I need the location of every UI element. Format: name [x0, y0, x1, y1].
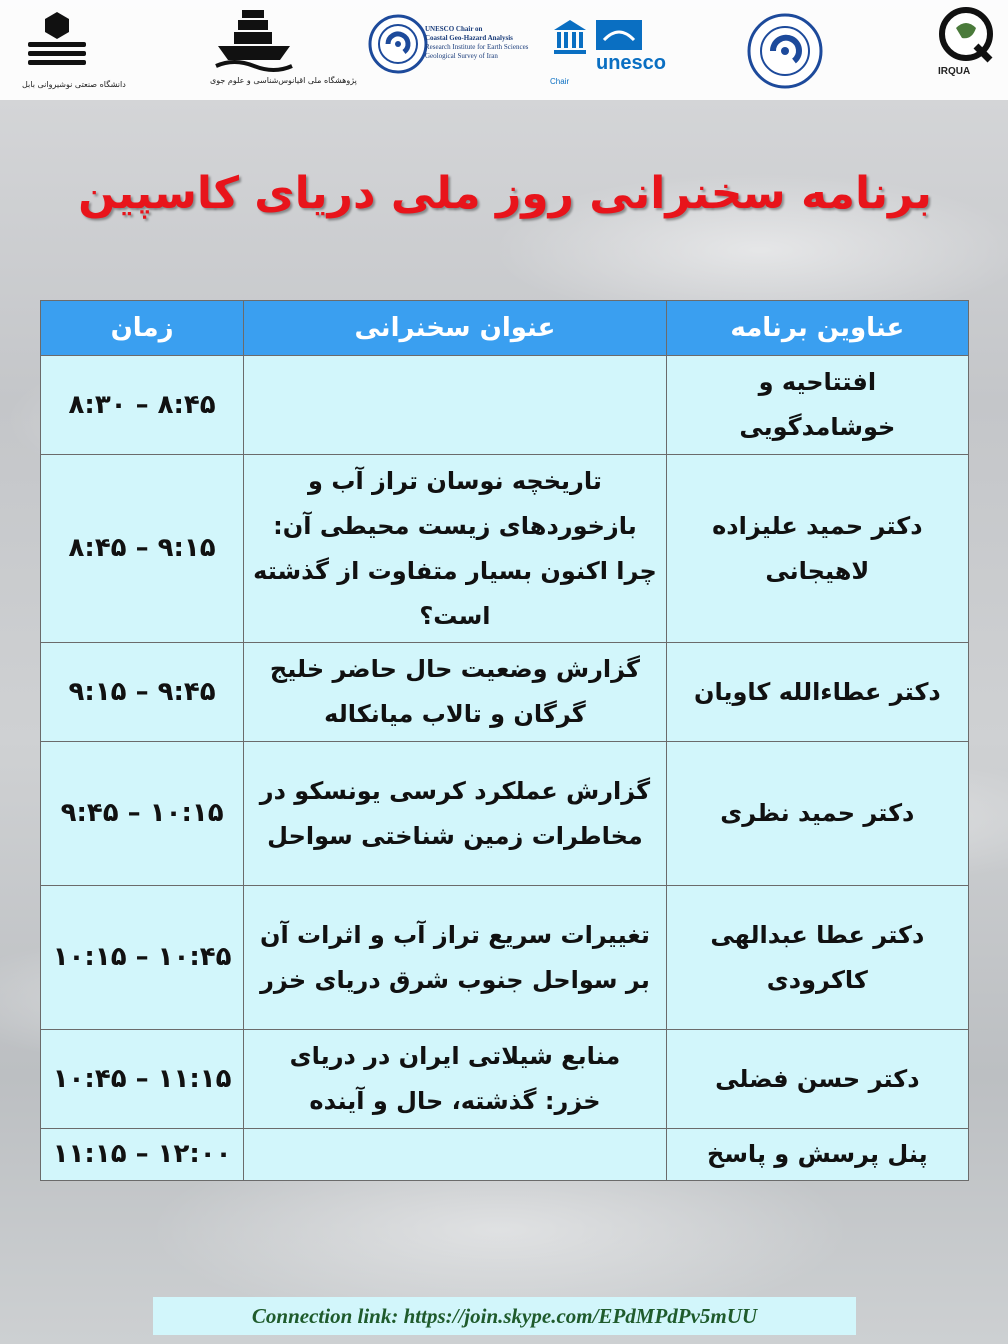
- program-cell: دکتر عطا عبدالهی کاکرودی: [666, 886, 968, 1030]
- topic-cell: گزارش عملکرد کرسی یونسکو در مخاطرات زمین شناختی سواحل: [244, 742, 666, 886]
- irqua-logo: [934, 6, 998, 68]
- topic-cell: تاریخچه نوسان تراز آب و بازخوردهای زیست محیطی آن: چرا اکنون بسیار متفاوت از گذشته است؟: [244, 455, 666, 643]
- header-time: زمان: [41, 301, 244, 356]
- table-row: [41, 886, 969, 1030]
- program-cell: دکتر عطاءالله کاویان: [666, 643, 968, 742]
- irqua-label: IRQUA: [938, 66, 971, 77]
- babol-university-logo: [22, 10, 92, 72]
- program-cell: پنل پرسش و پاسخ: [666, 1129, 968, 1181]
- time-cell: ۹:۴۵ – ۱۰:۱۵: [41, 742, 244, 886]
- unesco-chair-line-3: Research Institute for Earth Sciences: [425, 43, 529, 51]
- unesco-temple-icon: [552, 18, 588, 56]
- table-header-row: [41, 301, 969, 356]
- unesco-chair-text: [425, 25, 550, 61]
- topic-cell: منابع شیلاتی ایران در دریای خزر: گذشته، حال و آینده: [244, 1030, 666, 1129]
- time-cell: ۹:۱۵ – ۹:۴۵: [41, 643, 244, 742]
- program-cell: دکتر حسن فضلی: [666, 1030, 968, 1129]
- table-row: [41, 1030, 969, 1129]
- table-row: [41, 1129, 969, 1181]
- topic-cell: گزارش وضعیت حال حاضر خلیج گرگان و تالاب میانکاله: [244, 643, 666, 742]
- connection-link-banner[interactable]: [153, 1297, 856, 1335]
- topic-cell: [244, 1129, 666, 1181]
- time-cell: ۱۰:۱۵ – ۱۰:۴۵: [41, 886, 244, 1030]
- time-cell: ۱۰:۴۵ – ۱۱:۱۵: [41, 1030, 244, 1129]
- babol-university-caption: دانشگاه صنعتی نوشیروانی بابل: [22, 80, 126, 89]
- unesco-chair-line-2: Coastal Geo-Hazard Analysis: [425, 34, 513, 42]
- page-title: برنامه سخنرانی روز ملی دریای کاسپین: [78, 168, 932, 219]
- logo-bar: [0, 0, 1008, 100]
- header-program: عناوین برنامه: [666, 301, 968, 356]
- program-cell: دکتر حمید علیزاده لاهیجانی: [666, 455, 968, 643]
- time-cell: ۸:۴۵ – ۹:۱۵: [41, 455, 244, 643]
- oceanography-institute-caption: پژوهشگاه ملی اقیانوس‌شناسی و علوم جوی: [210, 76, 357, 85]
- unesco-wordmark: unesco: [596, 52, 667, 74]
- oceanography-institute-logo: [214, 6, 294, 74]
- table-row: [41, 643, 969, 742]
- time-cell: ۸:۳۰ – ۸:۴۵: [41, 356, 244, 455]
- table-row: [41, 742, 969, 886]
- time-cell: ۱۱:۱۵ – ۱۲:۰۰: [41, 1129, 244, 1181]
- program-cell: افتتاحیه و خوشامدگویی: [666, 356, 968, 455]
- table-row: [41, 455, 969, 643]
- schedule-table: [40, 300, 969, 1181]
- unesco-chair-line-4: Geological Survey of Iran: [425, 52, 498, 60]
- table-row: [41, 356, 969, 455]
- header-topic: عنوان سخنرانی: [244, 301, 666, 356]
- unesco-chair-line-1: UNESCO Chair on: [425, 25, 483, 33]
- connection-link[interactable]: Connection link: https://join.skype.com/EPdMPdPv5mUU: [251, 1304, 758, 1328]
- unitwin-logo: [596, 20, 642, 50]
- program-cell: دکتر حمید نظری: [666, 742, 968, 886]
- unesco-chair-label: Chair: [550, 77, 570, 86]
- geological-survey-logo: [746, 12, 824, 90]
- topic-cell: تغییرات سریع تراز آب و اثرات آن بر سواحل جنوب شرق دریای خزر: [244, 886, 666, 1030]
- topic-cell: [244, 356, 666, 455]
- ries-circle-logo: [368, 14, 428, 74]
